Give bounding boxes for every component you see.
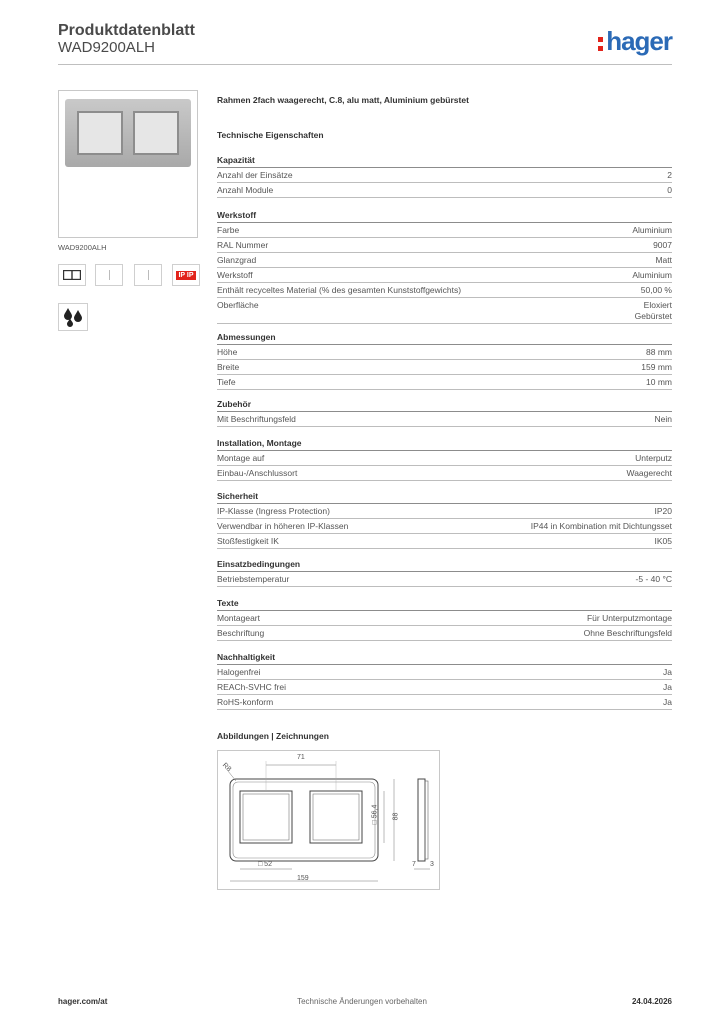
spec-value: Ja [663,697,672,707]
spec-label: RAL Nummer [217,240,269,250]
spec-value: Matt [655,255,672,265]
image-caption: WAD9200ALH [58,243,107,252]
spec-value: Ohne Beschriftungsfeld [583,628,672,638]
spec-label: Farbe [217,225,240,235]
spec-row [217,534,672,549]
spec-section [217,438,672,481]
dim-top: 71 [297,754,305,761]
spec-section [217,652,672,710]
spec-value: IP20 [654,506,672,516]
dim-radius: R8 [220,761,233,774]
spec-label: Höhe [217,347,238,357]
ip-badge-icon: IP IP [172,264,200,286]
spec-section [217,559,672,587]
spec-value: 9007 [653,240,672,250]
divider-icon [134,264,162,286]
spec-row [217,504,672,519]
section-title: Abmessungen [217,332,672,345]
spec-value: Ja [663,682,672,692]
spec-row [217,695,672,710]
spec-value: 10 mm [646,377,672,387]
divider-icon [95,264,123,286]
section-title: Sicherheit [217,491,672,504]
spec-label: REACh-SVHC frei [217,682,286,692]
double-frame-icon [58,264,86,286]
section-title: Texte [217,598,672,611]
dim-width: 159 [297,875,309,882]
spec-row [217,168,672,183]
frame-picture [65,99,191,167]
spec-label: Mit Beschriftungsfeld [217,414,296,424]
spec-value: Aluminium [632,225,672,235]
spec-value: IP44 in Kombination mit Dichtungsset [530,521,672,531]
spec-label: Betriebstemperatur [217,574,290,584]
spec-label: Einbau-/Anschlussort [217,468,298,478]
header-divider [58,64,672,65]
section-title: Einsatzbedingungen [217,559,672,572]
spec-label: Oberfläche [217,300,259,310]
spec-value: Für Unterputzmontage [586,613,672,623]
spec-label: IP-Klasse (Ingress Protection) [217,506,330,516]
product-code: WAD9200ALH [58,39,155,56]
spec-label: Werkstoff [217,270,253,280]
spec-label: Montageart [217,613,260,623]
product-description: Rahmen 2fach waagerecht, C.8, alu matt, Aluminium gebürstet [217,95,469,105]
spec-row [217,360,672,375]
spec-row [217,665,672,680]
spec-label: Stoßfestigkeit IK [217,536,279,546]
spec-row [217,375,672,390]
spec-row [217,183,672,198]
spec-row [217,238,672,253]
page-title: Produktdatenblatt [58,22,195,39]
dim-inner-width: □ 52 [258,861,272,868]
spec-row [217,223,672,238]
spec-label: Verwendbar in höheren IP-Klassen [217,521,349,531]
spec-value: IK05 [654,536,672,546]
spec-value: Nein [654,414,672,424]
spec-label: Anzahl Module [217,185,274,195]
spec-label: Beschriftung [217,628,265,638]
dim-side-b: 3 [430,861,434,868]
section-title: Kapazität [217,155,672,168]
spec-value: Aluminium [632,270,672,280]
spec-section [217,399,672,427]
footer-disclaimer: Technische Änderungen vorbehalten [297,997,427,1006]
tech-properties-heading: Technische Eigenschaften [217,130,324,140]
spec-section [217,332,672,390]
section-title: Installation, Montage [217,438,672,451]
spec-section [217,210,672,324]
spec-row [217,298,672,324]
spec-value: -5 - 40 °C [635,574,672,584]
product-image [58,90,198,238]
spec-value: Eloxiert Gebürstet [634,300,672,321]
footer-date: 24.04.2026 [631,997,672,1006]
spec-label: Halogenfrei [217,667,261,677]
section-title: Nachhaltigkeit [217,652,672,665]
spec-label: Breite [217,362,240,372]
dim-side-a: 7 [412,861,416,868]
water-drops-icon [58,303,88,331]
spec-value: 159 mm [641,362,672,372]
spec-row [217,611,672,626]
technical-drawing [217,750,440,890]
spec-value: Waagerecht [626,468,672,478]
spec-row [217,268,672,283]
spec-label: Anzahl der Einsätze [217,170,293,180]
spec-value: 2 [667,170,672,180]
spec-row [217,253,672,268]
spec-label: Tiefe [217,377,236,387]
spec-label: RoHS-konform [217,697,274,707]
dim-outer-height: 88 [392,812,400,821]
spec-row [217,680,672,695]
spec-label: Montage auf [217,453,265,463]
spec-value: Ja [663,667,672,677]
spec-label: Enthält recyceltes Material (% des gesamten Kunststoffgewichts) [217,285,462,295]
spec-section [217,491,672,549]
spec-row [217,572,672,587]
spec-section [217,598,672,641]
section-title: Zubehör [217,399,672,412]
dim-inner-height: □ 56,4 [371,804,379,825]
spec-row [217,519,672,534]
spec-row [217,626,672,641]
spec-value: 0 [667,185,672,195]
spec-value: 88 mm [646,347,672,357]
section-title: Werkstoff [217,210,672,223]
spec-row [217,412,672,427]
spec-value: Unterputz [635,453,672,463]
spec-row [217,283,672,298]
spec-value: 50,00 % [640,285,672,295]
spec-row [217,451,672,466]
logo-dots-icon [598,33,604,53]
spec-section [217,155,672,198]
footer-website: hager.com/at [58,997,108,1006]
drawing-title: Abbildungen | Zeichnungen [217,731,329,741]
spec-row [217,466,672,481]
spec-label: Glanzgrad [217,255,257,265]
spec-row [217,345,672,360]
brand-logo: hager [598,26,672,57]
